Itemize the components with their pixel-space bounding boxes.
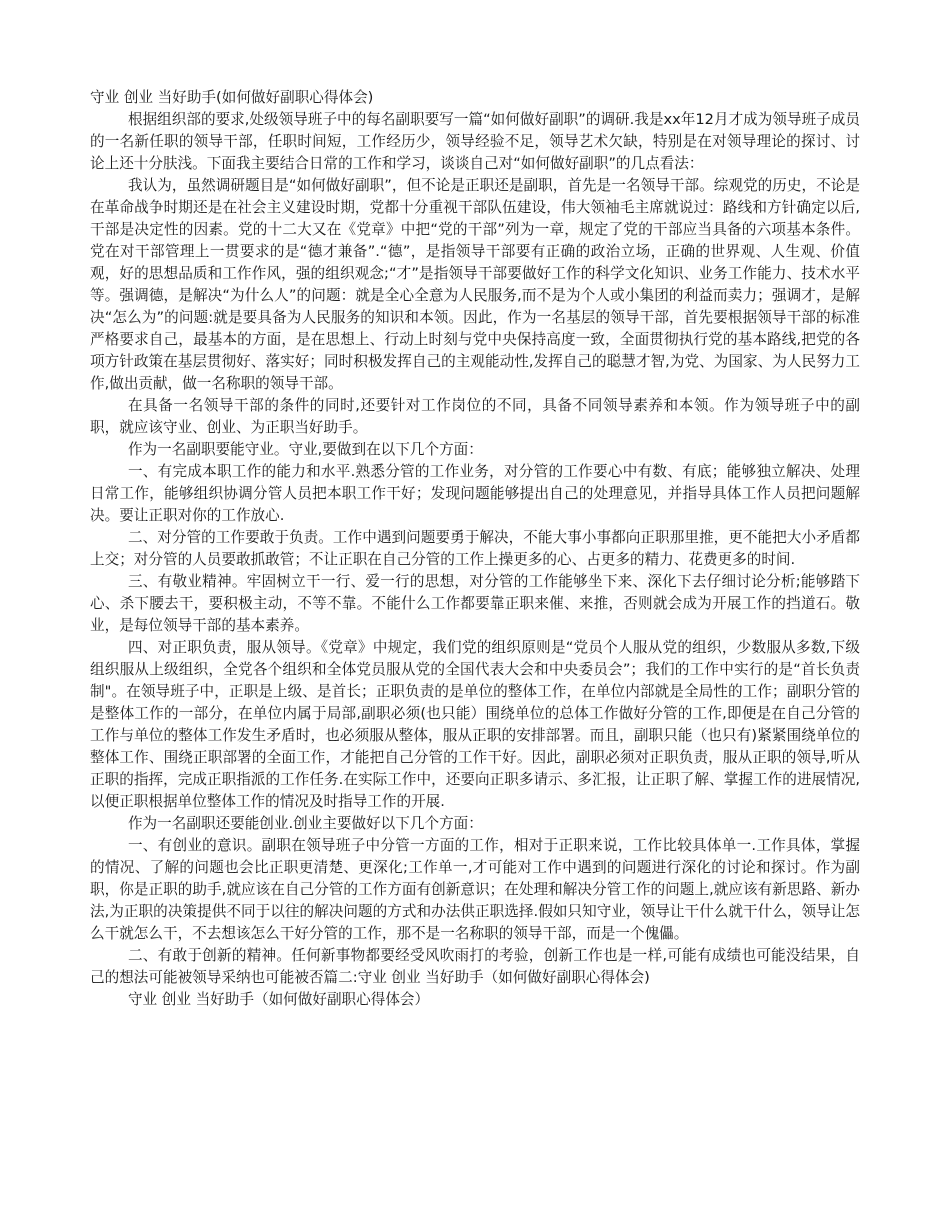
paragraph: 作为一名副职还要能创业.创业主要做好以下几个方面： bbox=[127, 815, 483, 832]
paragraph: 守业 创业 当好助手（如何做好副职心得体会） bbox=[127, 991, 430, 1008]
paragraph: 三、有敬业精神。牢固树立干一行、爱一行的思想，对分管的工作能够坐下来、深化下去仔细讨论分析;能够踏下心、杀下腰去干，要积极主动，不等不靠。不能什么工作都要靠正职来催、来推，否则就会成为开展工作的挡道石。敬业，是每位领导干部的基本素养。 bbox=[90, 573, 860, 634]
document-title: 守业 创业 当好助手(如何做好副职心得体会) bbox=[90, 89, 374, 106]
paragraph: 四、对正职负责，服从领导。《党章》中规定，我们党的组织原则是“党员个人服从党的组织，少数服从多数,下级组织服从上级组织，全党各个组织和全体党员服从党的全国代表大会和中央委员会”；我们的工作中实行的是“首长负责制"。在领导班子中，正职是上级、是首长；正职负责的是单位的整体工作，在单位内部就是全局性的工作；副职分管的是整体工作的一部分，在单位内属于局部,副职必须(也只能）围绕单位的总体工作做好分管的工作,即便是在自己分管的工作与单位的整体工作发生矛盾时，也必须服从整体，服从正职的安排部署。而且，副职只能（也只有)紧紧围绕单位的整体工作、围绕正职部署的全面工作，才能把自己分管的工作干好。因此，副职必须对正职负责，服从正职的领导,听从正职的指挥，完成正职指派的工作任务.在实际工作中，还要向正职多请示、多汇报，让正职了解、掌握工作的进展情况,以便正职根据单位整体工作的情况及时指导工作的开展. bbox=[90, 639, 860, 810]
paragraph: 一、有创业的意识。副职在领导班子中分管一方面的工作，相对于正职来说，工作比较具体单一.工作具体，掌握的情况、了解的问题也会比正职更清楚、更深化;工作单一,才可能对工作中遇到的问题进行深化的讨论和探讨。作为副职，你是正职的助手,就应该在自己分管的工作方面有创新意识；在处理和解决分管工作的问题上,就应该有新思路、新办法,为正职的决策提供不同于以往的解决问题的方式和办法供正职选择.假如只知守业，领导让干什么就干什么，领导让怎么干就怎么干，不去想该怎么干好分管的工作，那不是一名称职的领导干部，而是一个傀儡。 bbox=[90, 837, 860, 942]
paragraph: 根据组织部的要求,处级领导班子中的每名副职要写一篇“如何做好副职”的调研.我是xx年12月才成为领导班子成员的一名新任职的领导干部，任职时间短，工作经历少，领导经验不足，领导艺术欠缺，特别是在对领导理论的探讨、讨论上还十分肤浅。下面我主要结合日常的工作和学习，谈谈自己对“如何做好副职”的几点看法： bbox=[90, 111, 860, 172]
paragraph: 二、对分管的工作要敢于负责。工作中遇到问题要勇于解决，不能大事小事都向正职那里推，更不能把大小矛盾都上交；对分管的人员要敢抓敢管；不让正职在自己分管的工作上操更多的心、占更多的精力、花费更多的时间. bbox=[90, 529, 860, 568]
paragraph: 一、有完成本职工作的能力和水平.熟悉分管的工作业务，对分管的工作要心中有数、有底；能够独立解决、处理日常工作，能够组织协调分管人员把本职工作干好；发现问题能够提出自己的处理意见，并指导具体工作人员把问题解决。要让正职对你的工作放心. bbox=[90, 463, 860, 524]
paragraph: 在具备一名领导干部的条件的同时,还要针对工作岗位的不同，具备不同领导素养和本领。作为领导班子中的副职，就应该守业、创业、为正职当好助手。 bbox=[90, 397, 860, 436]
paragraph: 二、有敢于创新的精神。任何新事物都要经受风吹雨打的考验，创新工作也是一样,可能有成绩也可能没结果，自己的想法可能被领导采纳也可能被否篇二:守业 创业 当好助手（如何做好副职心得体会) bbox=[90, 947, 860, 986]
document-body bbox=[90, 87, 860, 1011]
paragraph: 作为一名副职要能守业。守业,要做到在以下几个方面： bbox=[127, 441, 483, 458]
paragraph: 我认为，虽然调研题目是“如何做好副职”，但不论是正职还是副职，首先是一名领导干部。综观党的历史，不论是在革命战争时期还是在社会主义建设时期，党都十分重视干部队伍建设，伟大领袖毛主席就说过：路线和方针确定以后,干部是决定性的因素。党的十二大又在《党章》中把“党的干部”列为一章，规定了党的干部应当具备的六项基本条件。党在对干部管理上一贯要求的是“德才兼备”.“德”，是指领导干部要有正确的政治立场，正确的世界观、人生观、价值观，好的思想品质和工作作风，强的组织观念;“才”是指领导干部要做好工作的科学文化知识、业务工作能力、技术水平等。强调德，是解决“为什么人”的问题：就是全心全意为人民服务,而不是为个人或小集团的利益而卖力；强调才，是解决“怎么为”的问题:就是要具备为人民服务的知识和本领。因此，作为一名基层的领导干部，首先要根据领导干部的标准严格要求自己，最基本的方面，是在思想上、行动上时刻与党中央保持高度一致，全面贯彻执行党的基本路线,把党的各项方针政策在基层贯彻好、落实好；同时积极发挥自己的主观能动性,发挥自己的聪慧才智,为党、为国家、为人民努力工作,做出贡献，做一名称职的领导干部。 bbox=[90, 177, 860, 392]
